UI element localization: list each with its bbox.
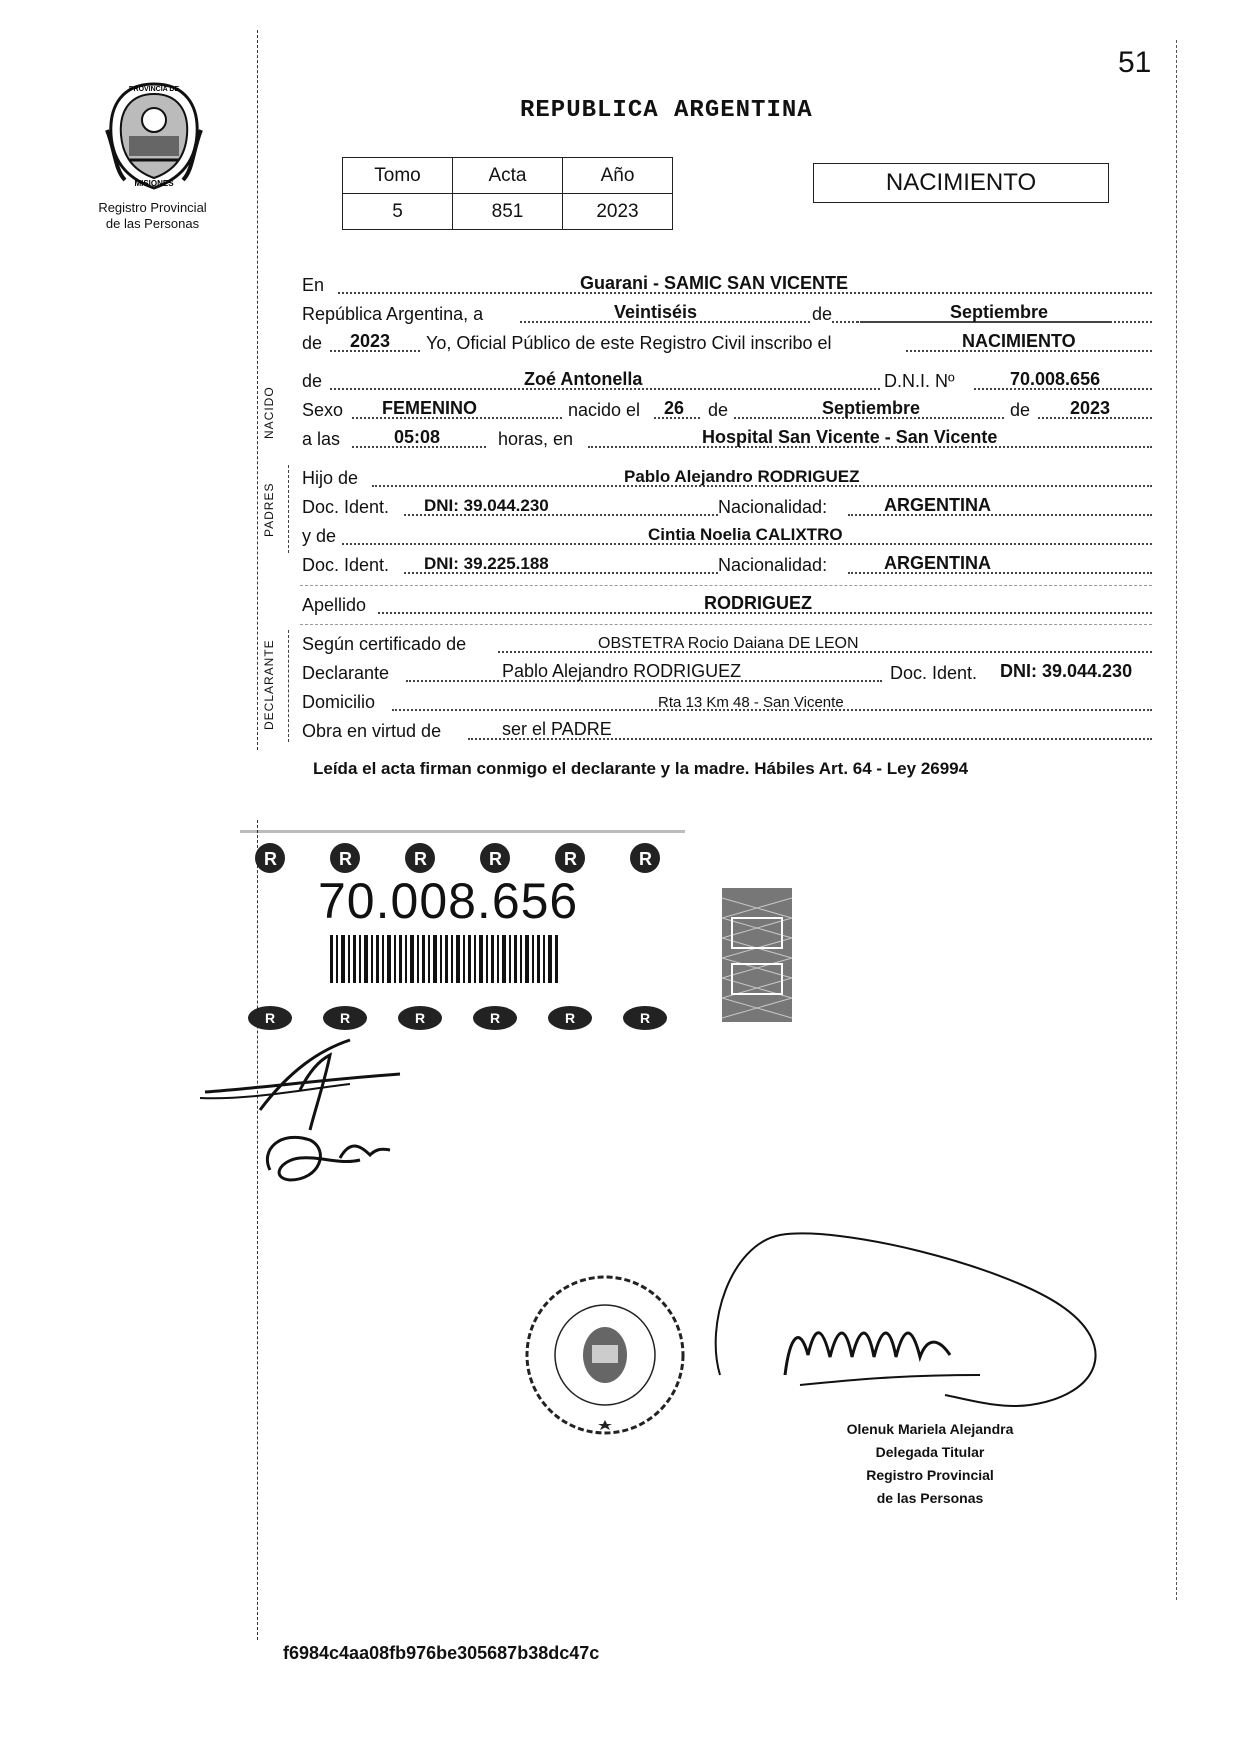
label-de: de <box>302 333 323 353</box>
value-lugar-registro: Guarani - SAMIC SAN VICENTE <box>580 273 849 293</box>
value-madre-doc: DNI: 39.225.188 <box>424 554 549 573</box>
register-value-row <box>343 194 673 230</box>
value-domicilio: Rta 13 Km 48 - San Vicente <box>658 694 844 711</box>
sticker-dni-number: 70.008.656 <box>318 873 579 929</box>
value-anio: 2023 <box>563 194 673 230</box>
row-obra <box>302 716 1152 744</box>
label-de: de <box>708 400 729 420</box>
value-anio-nacimiento: 2023 <box>1070 398 1111 418</box>
row-en <box>302 270 1152 298</box>
svg-text:R: R <box>414 849 427 869</box>
value-sexo: FEMENINO <box>382 398 478 418</box>
svg-text:R: R <box>265 1010 276 1026</box>
section-nacido-label: NACIDO <box>262 386 276 440</box>
label-y-de: y de <box>302 526 337 546</box>
label-declarante: Declarante <box>302 663 390 683</box>
label-nacionalidad: Nacionalidad: <box>718 497 828 517</box>
document-title: REPUBLICA ARGENTINA <box>520 97 813 124</box>
svg-text:R: R <box>339 849 352 869</box>
signer-office-2: de las Personas <box>876 1490 984 1506</box>
value-padre-nacionalidad: ARGENTINA <box>884 495 991 515</box>
declarant-signature <box>200 1030 440 1190</box>
value-certificado: OBSTETRA Rocio Daiana DE LEON <box>598 635 859 652</box>
label-doc-ident: Doc. Ident. <box>890 663 978 683</box>
label-de: de <box>1010 400 1031 420</box>
logo-caption <box>70 200 235 232</box>
svg-text:MISIONES: MISIONES <box>134 179 174 188</box>
official-stamp <box>520 1270 690 1440</box>
hologram-seal <box>722 888 792 1022</box>
value-padre: Pablo Alejandro RODRIGUEZ <box>624 467 860 486</box>
svg-text:R: R <box>340 1010 351 1026</box>
label-dni: D.N.I. Nº <box>884 371 955 391</box>
label-de: de <box>302 371 323 391</box>
svg-text:R: R <box>564 849 577 869</box>
value-padre-doc: DNI: 39.044.230 <box>424 496 549 515</box>
row-inscripcion <box>302 328 1152 356</box>
section-divider <box>300 585 1152 586</box>
section-divider <box>300 624 1152 625</box>
signer-office-1: Registro Provincial <box>866 1467 994 1483</box>
row-nombre <box>302 366 1152 394</box>
value-madre-nacionalidad: ARGENTINA <box>884 553 991 573</box>
value-anio-acta: 2023 <box>350 331 391 351</box>
right-margin-line <box>1176 40 1177 1600</box>
sticker-barcode <box>330 935 560 983</box>
label-nacido-el: nacido el <box>568 400 641 420</box>
value-declarante-doc: DNI: 39.044.230 <box>1000 661 1133 681</box>
value-obra: ser el PADRE <box>502 719 612 739</box>
register-table <box>342 157 673 230</box>
value-hora: 05:08 <box>394 427 441 447</box>
value-apellido: RODRIGUEZ <box>704 593 812 613</box>
row-hora-lugar <box>302 424 1152 452</box>
label-doc-ident: Doc. Ident. <box>302 555 390 575</box>
label-republica: República Argentina, a <box>302 304 484 324</box>
logo-caption-line-1: Registro Provincial <box>98 200 207 215</box>
svg-text:R: R <box>490 1010 501 1026</box>
value-dia-texto: Veintiséis <box>614 302 698 322</box>
row-madre <box>302 521 1152 549</box>
header-tomo: Tomo <box>343 158 453 194</box>
signer-name: Olenuk Mariela Alejandra <box>846 1421 1014 1437</box>
row-apellido <box>302 590 1152 618</box>
page-number: 51 <box>1118 46 1152 79</box>
value-madre: Cintia Noelia CALIXTRO <box>648 525 843 544</box>
label-sexo: Sexo <box>302 400 344 420</box>
svg-text:R: R <box>639 849 652 869</box>
value-mes-nacimiento: Septiembre <box>822 398 921 418</box>
row-padre-doc <box>302 492 1152 520</box>
register-header-row <box>343 158 673 194</box>
closing-note: Leída el acta firman conmigo el declarante y la madre. Hábiles Art. 64 - Ley 26994 <box>313 759 969 778</box>
label-apellido: Apellido <box>302 595 367 615</box>
svg-text:R: R <box>264 849 277 869</box>
label-domicilio: Domicilio <box>302 692 376 712</box>
row-declarante <box>302 658 1152 686</box>
left-margin-line-bottom <box>257 820 258 1640</box>
label-de: de <box>812 304 833 324</box>
official-signature <box>700 1225 1120 1425</box>
section-padres-label: PADRES <box>262 482 276 538</box>
label-en: En <box>302 275 325 295</box>
value-tomo: 5 <box>343 194 453 230</box>
document-hash: f6984c4aa08fb976be305687b38dc47c <box>283 1643 600 1663</box>
row-padre <box>302 463 1152 491</box>
sticker-security-pattern-top <box>240 822 685 876</box>
svg-text:R: R <box>415 1010 426 1026</box>
header-acta: Acta <box>453 158 563 194</box>
value-dni: 70.008.656 <box>1010 369 1101 389</box>
section-bracket-declarante <box>288 630 289 742</box>
label-nacionalidad: Nacionalidad: <box>718 555 828 575</box>
misiones-coat-of-arms-logo <box>105 80 203 195</box>
label-inscribo: Yo, Oficial Público de este Registro Civil inscribo el <box>426 333 832 353</box>
row-certificado <box>302 629 1152 657</box>
label-doc-ident: Doc. Ident. <box>302 497 390 517</box>
section-bracket-padres <box>288 465 289 553</box>
row-domicilio <box>302 687 1152 715</box>
value-mes-acta: Septiembre <box>950 302 1049 322</box>
svg-text:R: R <box>640 1010 651 1026</box>
left-margin-line-top <box>257 30 258 750</box>
signer-block <box>810 1418 1050 1510</box>
row-sexo <box>302 395 1152 423</box>
label-obra-en-virtud: Obra en virtud de <box>302 721 442 741</box>
label-hijo-de: Hijo de <box>302 468 359 488</box>
svg-text:R: R <box>565 1010 576 1026</box>
row-republica <box>302 299 1152 327</box>
row-madre-doc <box>302 550 1152 578</box>
value-acta: 851 <box>453 194 563 230</box>
value-declarante: Pablo Alejandro RODRIGUEZ <box>502 661 742 681</box>
value-nombre: Zoé Antonella <box>524 369 643 389</box>
value-inscribo: NACIMIENTO <box>962 331 1076 351</box>
header-anio: Año <box>563 158 673 194</box>
label-segun-certificado: Según certificado de <box>302 634 467 654</box>
logo-caption-line-2: de las Personas <box>105 216 200 231</box>
value-lugar-nacimiento: Hospital San Vicente - San Vicente <box>702 427 998 447</box>
svg-text:PROVINCIA DE: PROVINCIA DE <box>128 86 180 93</box>
label-a-las: a las <box>302 429 341 449</box>
svg-text:R: R <box>489 849 502 869</box>
signer-role: Delegada Titular <box>875 1444 985 1460</box>
section-declarante-label: DECLARANTE <box>262 639 276 731</box>
value-dia-nacimiento: 26 <box>664 398 685 418</box>
label-horas-en: horas, en <box>498 429 574 449</box>
act-type-box: NACIMIENTO <box>813 163 1109 203</box>
